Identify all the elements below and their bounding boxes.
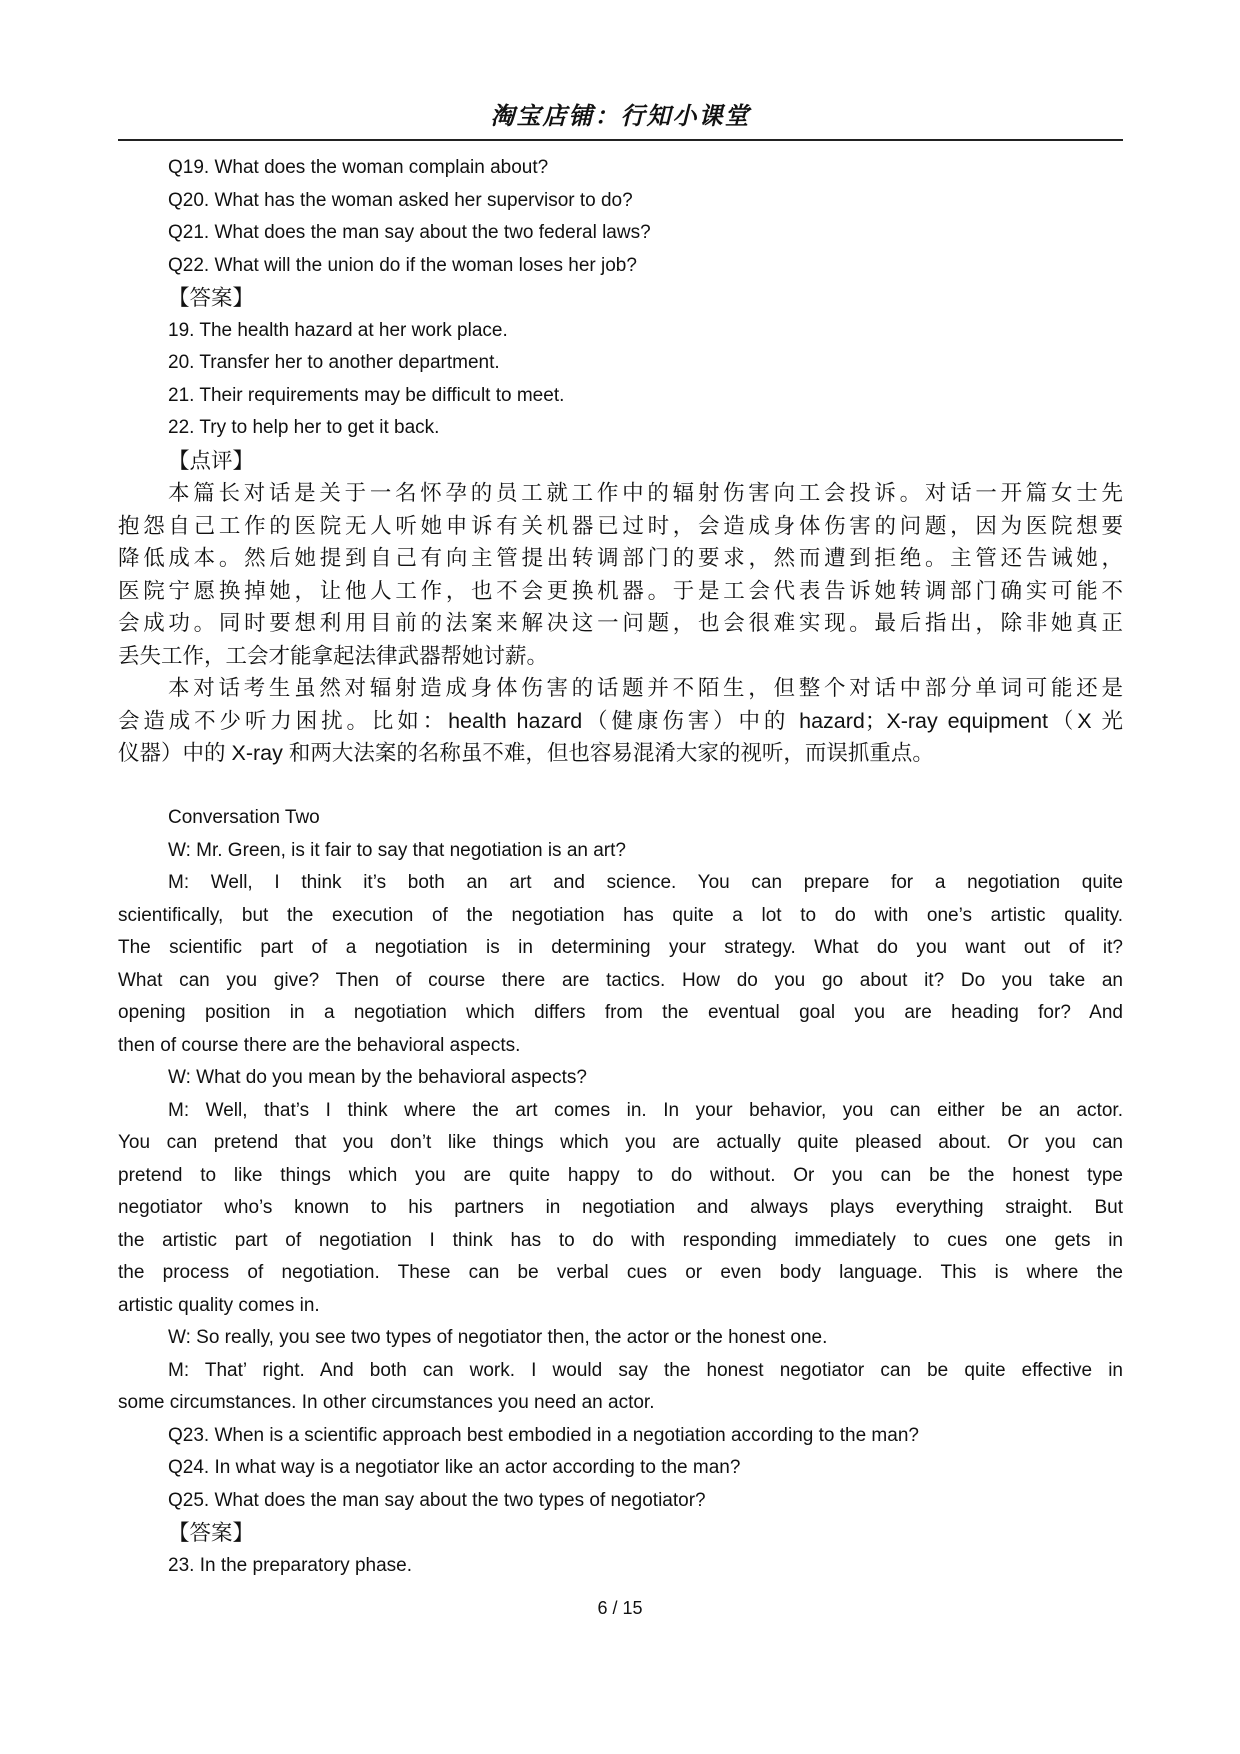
answer-label: 【答案】 [168,1521,255,1545]
dialogue-line: some circumstances. In other circumstances you need an actor. [118,1392,655,1413]
comment-line: 医院宁愿换掉她，让他人工作，也不会更换机器。于是工会代表告诉她转调部门确实可能不 [118,578,1123,603]
answer: 22. Try to help her to get it back. [168,417,440,438]
dialogue-line: artistic quality comes in. [118,1294,320,1316]
page-number: 6 / 15 [597,1598,643,1618]
comment-line: 会造成不少听力困扰。比如：health hazard（健康伤害）中的 hazard；X-ray equipment（X 光 [118,708,1123,733]
dialogue-line: the process of negotiation. These can be verbal cues or even body language. This is where the [118,1262,1123,1283]
dialogue-line: W: Mr. Green, is it fair to say that negotiation is an art? [168,839,626,861]
question: Q25. What does the man say about the two types of negotiator? [168,1489,706,1511]
dialogue-line: W: So really, you see two types of negotiator then, the actor or the honest one. [168,1327,828,1348]
dialogue-line: then of course there are the behavioral aspects. [118,1034,521,1056]
comment-line: 仪器）中的 X-ray 和两大法案的名称虽不难，但也容易混淆大家的视听，而误抓重点。 [118,741,934,765]
dialogue-line: W: What do you mean by the behavioral aspects? [168,1067,587,1088]
comment-line: 本篇长对话是关于一名怀孕的员工就工作中的辐射伤害向工会投诉。对话一开篇女士先 [168,481,1123,505]
comment-line: 丢失工作，工会才能拿起法律武器帮她讨薪。 [118,643,549,668]
answer: 19. The health hazard at her work place. [168,319,508,341]
comment-line: 抱怨自己工作的医院无人听她申诉有关机器已过时，会造成身体伤害的问题，因为医院想要 [118,513,1123,538]
question: Q23. When is a scientific approach best embodied in a negotiation according to the man? [168,1424,919,1446]
conversation-title: Conversation Two [168,807,320,828]
dialogue-line: You can pretend that you don’t like things which you are actually quite pleased about. Or you can [118,1132,1123,1153]
dialogue-line: M: That’ right. And both can work. I would say the honest negotiator can be quite effective in [168,1359,1123,1381]
answer-label: 【答案】 [168,286,255,310]
dialogue-line: M: Well, that’s I think where the art comes in. In your behavior, you can either be an actor. [168,1099,1123,1121]
dialogue-line: pretend to like things which you are quite happy to do without. Or you can be the honest type [118,1164,1123,1186]
comment-label: 【点评】 [168,448,255,473]
question: Q20. What has the woman asked her supervisor to do? [168,189,633,211]
answer: 20. Transfer her to another department. [168,352,500,373]
question: Q19. What does the woman complain about? [168,157,549,178]
comment-line: 会成功。同时要想利用目前的法案来解决这一问题，也会很难实现。最后指出，除非她真正 [118,611,1123,635]
dialogue-line: What can you give? Then of course there are tactics. How do you go about it? Do you take an [118,969,1123,991]
dialogue-line: the artistic part of negotiation I think has to do with responding immediately to cues one gets in [118,1229,1123,1251]
document-body [118,152,1123,1582]
dialogue-line: M: Well, I think it’s both an art and science. You can prepare for a negotiation quite [168,872,1123,893]
dialogue-line: The scientific part of a negotiation is in determining your strategy. What do you want out of it? [118,937,1123,958]
header-divider [118,139,1123,141]
answer: 23. In the preparatory phase. [168,1554,412,1576]
dialogue-line: opening position in a negotiation which differs from the eventual goal you are heading for? And [118,1002,1123,1023]
dialogue-line: negotiator who’s known to his partners in negotiation and always plays everything straight. But [118,1197,1123,1218]
comment-line: 本对话考生虽然对辐射造成身体伤害的话题并不陌生，但整个对话中部分单词可能还是 [168,676,1123,700]
question: Q24. In what way is a negotiator like an actor according to the man? [168,1457,741,1478]
question: Q22. What will the union do if the woman loses her job? [168,254,637,276]
answer: 21. Their requirements may be difficult to meet. [168,384,565,406]
dialogue-line: scientifically, but the execution of the negotiation has quite a lot to do with one’s artistic quality. [118,904,1123,926]
page-header-title: 淘宝店铺：行知小课堂 [490,103,751,130]
comment-line: 降低成本。然后她提到自己有向主管提出转调部门的要求，然而遭到拒绝。主管还告诫她， [118,546,1123,570]
question: Q21. What does the man say about the two federal laws? [168,222,651,243]
